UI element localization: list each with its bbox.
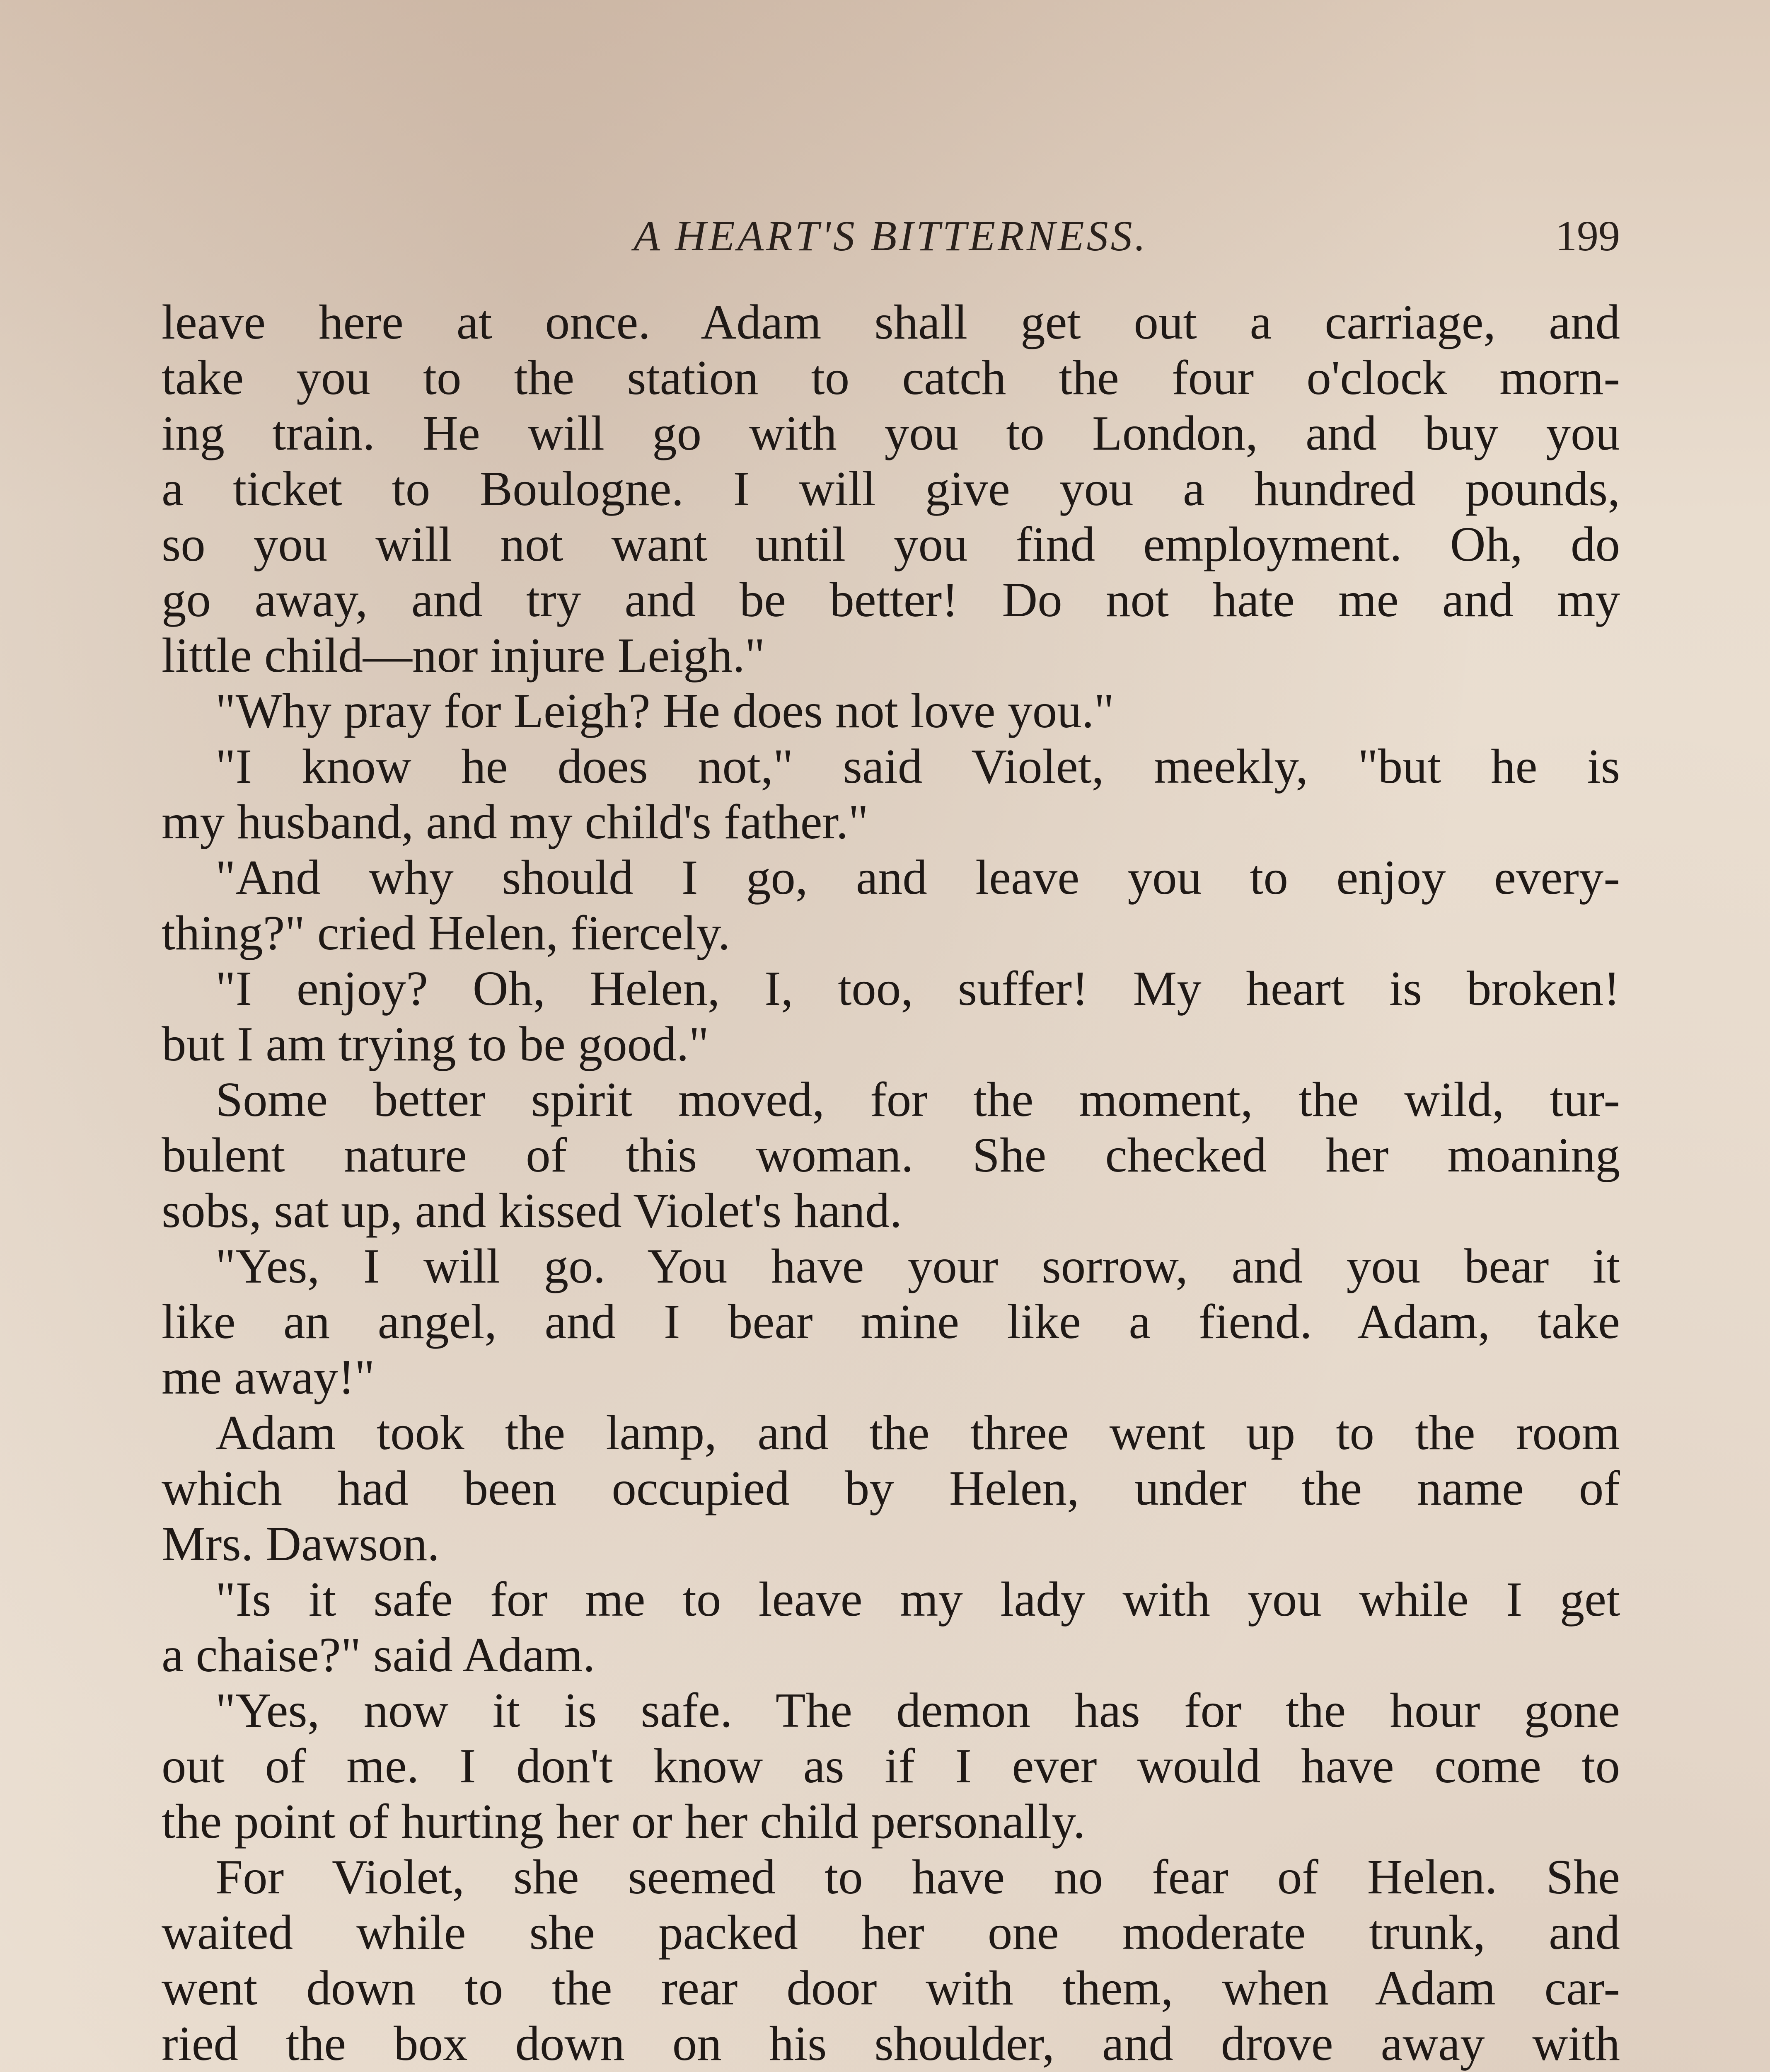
text-line: Mrs. Dawson.	[162, 1516, 440, 1571]
text-line: "Yes, now it is safe. The demon has for the hour gone	[215, 1683, 1620, 1738]
text-line: "Is it safe for me to leave my lady with you while I get	[215, 1572, 1620, 1627]
body-text	[162, 294, 1620, 2072]
text-line: waited while she packed her one moderate trunk, and	[162, 1905, 1620, 1960]
text-line: Some better spirit moved, for the moment, the wild, tur-	[215, 1072, 1620, 1127]
text-line: ried the box down on his shoulder, and drove away with	[162, 2016, 1620, 2071]
text-line: "I know he does not," said Violet, meekly, "but he is	[215, 739, 1620, 794]
text-line: "I enjoy? Oh, Helen, I, too, suffer! My heart is broken!	[215, 961, 1620, 1016]
text-line: "Yes, I will go. You have your sorrow, and you bear it	[215, 1239, 1620, 1293]
text-line: me away!"	[162, 1350, 375, 1404]
text-line: go away, and try and be better! Do not hate me and my	[162, 572, 1620, 627]
page-header	[162, 211, 1620, 261]
text-line: like an angel, and I bear mine like a fiend. Adam, take	[162, 1294, 1620, 1349]
text-line: bulent nature of this woman. She checked her moaning	[162, 1128, 1620, 1182]
text-line: little child—nor injure Leigh."	[162, 628, 765, 683]
text-line: "Why pray for Leigh? He does not love you."	[215, 683, 1115, 738]
text-line: a ticket to Boulogne. I will give you a hundred pounds,	[162, 461, 1620, 516]
text-line: take you to the station to catch the four o'clock morn-	[162, 350, 1620, 405]
text-line: a chaise?" said Adam.	[162, 1627, 595, 1682]
text-line: thing?" cried Helen, fiercely.	[162, 905, 730, 960]
text-line: Adam took the lamp, and the three went up to the room	[215, 1405, 1620, 1460]
text-line: but I am trying to be good."	[162, 1017, 709, 1071]
text-line: leave here at once. Adam shall get out a carriage, and	[162, 295, 1620, 349]
text-line: which had been occupied by Helen, under the name of	[162, 1461, 1620, 1515]
page-number: 199	[1555, 212, 1620, 260]
running-title: A HEART'S BITTERNESS.	[634, 212, 1148, 260]
text-line: my husband, and my child's father."	[162, 794, 868, 849]
text-line: the point of hurting her or her child personally.	[162, 1794, 1086, 1849]
text-line: out of me. I don't know as if I ever would have come to	[162, 1738, 1620, 1793]
text-line: "And why should I go, and leave you to enjoy every-	[215, 850, 1620, 905]
text-line: ing train. He will go with you to London, and buy you	[162, 406, 1620, 460]
text-line: sobs, sat up, and kissed Violet's hand.	[162, 1183, 902, 1238]
text-line: For Violet, she seemed to have no fear of Helen. She	[215, 1849, 1620, 1904]
text-line: went down to the rear door with them, when Adam car-	[162, 1961, 1620, 2015]
text-line: so you will not want until you find employment. Oh, do	[162, 517, 1620, 571]
